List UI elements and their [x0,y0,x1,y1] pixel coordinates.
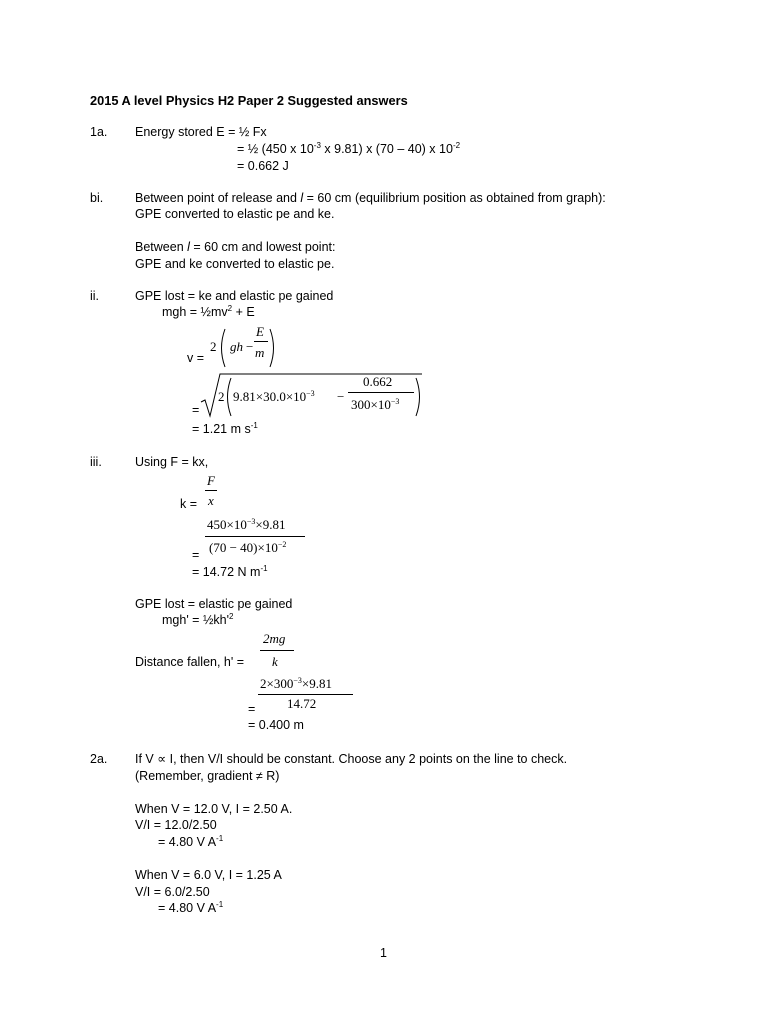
q2a-line-2: (Remember, gradient ≠ R) [135,769,280,783]
q1ii-f2-denominator: $300\times 10^{-3}$ [351,397,400,412]
question-label-1iii: iii. [90,455,102,469]
q2a-line-7: V/I = 6.0/2.50 [135,885,210,899]
q1bi-line-1: Between point of release and l = 60 cm (equilibrium position as obtained from graph): [135,191,606,205]
q1a-line-2: = ½ (450 x $10^{-3}$ x 9.81) x (70 – 40) x $10^{-2}$ [237,141,461,156]
page-number: 1 [380,946,387,960]
q1iii-line-1: Using F = kx, [135,455,209,469]
q1iii-f1-fraction-bar [205,536,305,537]
q1ii-f1-left-paren [217,328,227,368]
q1iii-f2-fraction-bar [258,694,353,695]
q2a-line-4: V/I = 12.0/2.50 [135,818,217,832]
q1iii-k-fraction-bar [205,490,217,491]
q1ii-f1-gh: gh [230,339,243,354]
q1iii-d-numerator: 2mg [263,631,286,646]
q1bi-line-4: GPE and ke converted to elastic pe. [135,257,335,271]
q1ii-f2-numerator: 0.662 [363,374,393,389]
question-label-2a: 2a. [90,752,108,766]
q1iii-equals-1: = [192,548,200,562]
q1iii-k-equals: k = [180,497,198,511]
q1a-line-1: Energy stored E = ½ Fx [135,125,267,139]
q1iii-line-4: GPE lost = elastic pe gained [135,597,293,611]
q1iii-f1-denominator: $(70 - 40)\times 10^{-2}$ [209,540,287,555]
q1bi-line-2: GPE converted to elastic pe and ke. [135,207,335,221]
q2a-line-3: When V = 12.0 V, I = 2.50 A. [135,802,293,816]
q1iii-k-numerator: F [207,473,215,488]
q1ii-equals: = [192,403,200,417]
q1a-line-3: = 0.662 J [237,159,289,173]
q1iii-distance-label: Distance fallen, h' = [135,655,245,669]
q1ii-f1-minus: − [246,339,254,354]
q1ii-line-2: mgh = $\frac{1}{2}mv^2 + E$ [162,304,255,319]
q1ii-f2-minus: − [337,389,345,404]
q2a-line-5: = 4.80 V $A^{-1}$ [158,834,224,849]
q1bi-line-3: Between l = 60 cm and lowest point: [135,240,336,254]
q1ii-f2-right-paren [414,377,424,417]
q2a-line-6: When V = 6.0 V, I = 1.25 A [135,868,282,882]
q1ii-f1-fraction-bar [254,341,268,342]
q1ii-f1-right-paren [268,328,278,368]
q1ii-line-1: GPE lost = ke and elastic pe gained [135,289,334,303]
question-label-1ii: ii. [90,289,100,303]
q1ii-result: = 1.21 m $s^{-1}$ [192,421,258,436]
q1iii-f2-denominator: 14.72 [287,696,317,711]
q1ii-f2-left-paren [223,377,233,417]
q1iii-f2-numerator: $2\times 300^{-3}\times 9.81$ [260,676,332,691]
q1ii-f2-fraction-bar [348,392,414,393]
q1ii-f1-m: m [255,345,265,360]
document-title: 2015 A level Physics H2 Paper 2 Suggested answers [90,93,408,108]
q2a-line-1: If V ∝ I, then V/I should be constant. Choose any 2 points on the line to check. [135,752,568,766]
q1iii-f1-numerator: $450\times 10^{-3}\times 9.81$ [207,517,286,532]
q1ii-f1-two: 2 [210,339,217,354]
q1iii-result-2: = 0.400 m [248,718,304,732]
q1iii-equals-2: = [248,702,256,716]
q2a-line-8: = 4.80 V $A^{-1}$ [158,900,224,915]
q1ii-v-equals: v = [187,351,205,365]
question-label-1bi: bi. [90,191,104,205]
q1iii-d-denominator: k [272,654,278,669]
q1iii-line-5: $mgh' = \frac{1}{2}kh'^2$ [162,612,234,627]
q1iii-d-fraction-bar [260,650,294,651]
q1ii-f2-term: $9.81\times 30.0\times 10^{-3}$ [233,389,315,404]
q1iii-k-denominator: x [208,493,214,508]
q1iii-result-1: = 14.72 N $m^{-1}$ [192,564,268,579]
q1ii-f2-two: 2 [218,389,225,404]
q1ii-f1-E: E [256,324,264,339]
question-label-1a: 1a. [90,125,108,139]
